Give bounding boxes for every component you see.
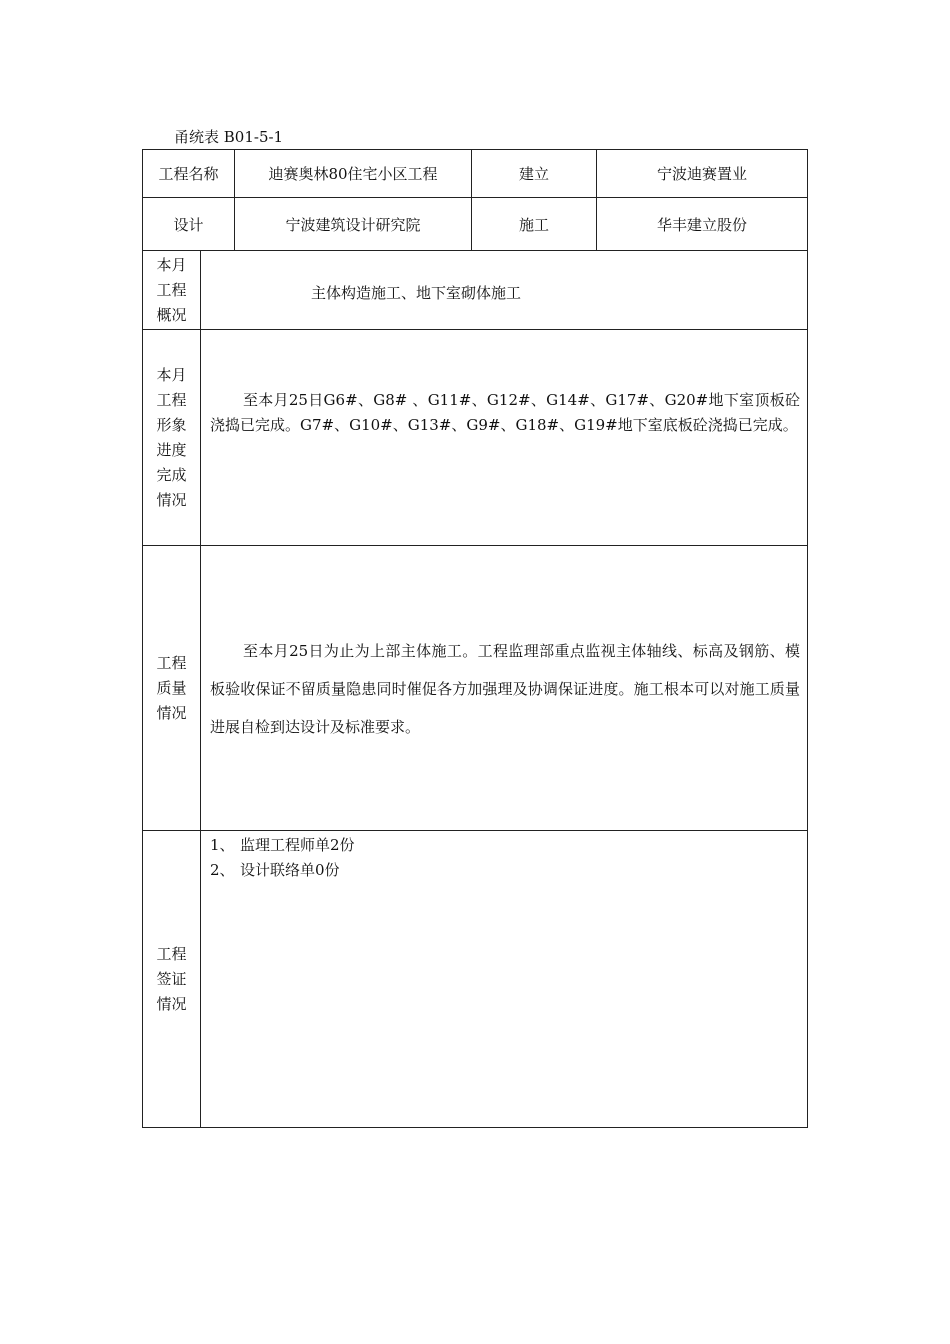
list-item-text: 设计联络单0份 [240,861,340,879]
progress-label-line: 本月 [156,365,187,384]
builder-value-text: 宁波迪赛置业 [656,165,747,183]
visa-label-line: 签证 [156,969,187,988]
design-value [234,197,472,251]
list-item [210,833,355,858]
construction-value [596,197,808,251]
visa-content [200,830,808,1128]
list-item-number: 2、 [210,861,235,879]
progress-content [200,329,808,546]
quality-label-line: 质量 [156,678,187,697]
overview-label-line: 工程 [156,280,187,299]
progress-text: 至本月25日G6#、G8# 、G11#、G12#、G14#、G17#、G20#地下室顶板砼浇捣已完成。G7#、G10#、G13#、G9#、G18#、G19#地下室底板砼浇捣已完成。 [210,391,800,434]
overview-text: 主体构造施工、地下室砌体施工 [311,284,522,302]
construction-label-text: 施工 [518,215,549,234]
project-name-value [234,149,472,198]
progress-label-line: 形象 [156,415,187,434]
list-item-text: 监理工程师单2份 [240,836,355,854]
builder-value [596,149,808,198]
overview-content [200,250,808,330]
overview-label [142,250,201,330]
list-item [210,858,355,883]
design-label-text: 设计 [173,215,204,234]
list-item-number: 1、 [210,836,235,854]
design-value-text: 宁波建筑设计研究院 [285,215,421,234]
quality-text: 至本月25日为止为上部主体施工。工程监理部重点监视主体轴线、标高及钢筋、模板验收保证不留质量隐患同时催促各方加强理及协调保证进度。施工根本可以对施工质量进展自检到达设计及标准要求。 [210,642,800,736]
project-name-label [142,149,235,198]
form-code: 甬统表 B01-5-1 [174,128,284,146]
quality-label [142,545,201,831]
visa-list [210,833,355,883]
progress-label-line: 情况 [156,490,187,509]
construction-value-text: 华丰建立股份 [656,215,747,234]
visa-label-line: 工程 [156,944,187,963]
progress-label-line: 完成 [156,465,187,484]
quality-label-line: 工程 [156,653,187,672]
project-name-label-text: 工程名称 [158,165,219,183]
progress-label-line: 进度 [156,440,187,459]
builder-label [471,149,597,198]
construction-label [471,197,597,251]
progress-label [142,329,201,546]
project-name-value-text: 迪赛奥林80住宅小区工程 [268,165,438,183]
builder-label-text: 建立 [518,165,549,183]
overview-label-line: 本月 [156,255,187,274]
quality-label-line: 情况 [156,703,187,722]
quality-content [200,545,808,831]
progress-label-line: 工程 [156,390,187,409]
visa-label-line: 情况 [156,994,187,1013]
design-label [142,197,235,251]
overview-label-line: 概况 [156,305,187,324]
visa-label [142,830,201,1128]
